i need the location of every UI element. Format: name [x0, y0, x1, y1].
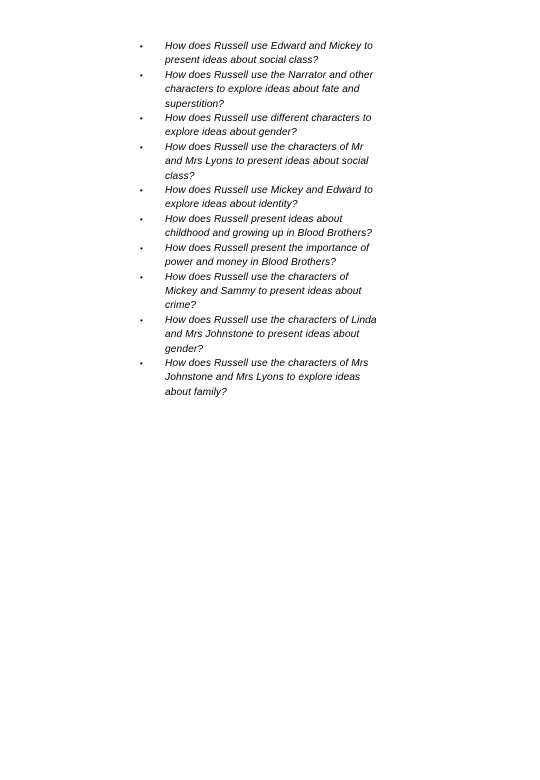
list-item: [140, 314, 380, 357]
list-item: [140, 69, 380, 112]
bullet-icon: •: [140, 272, 143, 282]
question-text: How does Russell use different characters to explore ideas about gender?: [165, 113, 372, 139]
question-text: How does Russell present ideas about childhood and growing up in Blood Brothers?: [165, 213, 373, 240]
list-item: [140, 40, 380, 69]
bullet-icon: •: [140, 315, 143, 325]
bullet-icon: •: [140, 70, 143, 80]
bullet-icon: •: [140, 114, 143, 124]
question-text: How does Russell use Mickey and Edward to explore ideas about identity?: [165, 185, 373, 211]
question-text: How does Russell present the importance of power and money in Blood Brothers?: [165, 242, 370, 269]
list-item: [140, 271, 380, 314]
question-text: How does Russell use the Narrator and other characters to explore ideas about fate and superstition?: [165, 69, 374, 110]
bullet-icon: •: [140, 42, 143, 51]
question-text: How does Russell use the characters of Mrs Johnstone and Mrs Lyons to explore ideas about family?: [165, 357, 369, 398]
bullet-icon: •: [140, 186, 143, 196]
bullet-icon: •: [140, 358, 143, 368]
list-item: [140, 141, 380, 184]
list-item: [140, 357, 380, 400]
bullet-icon: •: [140, 243, 143, 253]
bullet-icon: •: [140, 214, 143, 224]
list-item: [140, 112, 380, 141]
question-text: How does Russell use Edward and Mickey to present ideas about social class?: [165, 41, 373, 67]
question-text: How does Russell use the characters of Mr and Mrs Lyons to present ideas about social class?: [165, 141, 369, 182]
list-item: [140, 184, 380, 213]
question-text: How does Russell use the characters of Linda and Mrs Johnstone to present ideas about gender?: [165, 314, 377, 355]
list-item: [140, 213, 380, 242]
list-item: [140, 242, 380, 271]
question-text: How does Russell use the characters of Mickey and Sammy to present ideas about crime?: [165, 271, 362, 312]
question-list: [140, 40, 380, 400]
bullet-icon: •: [140, 142, 143, 152]
